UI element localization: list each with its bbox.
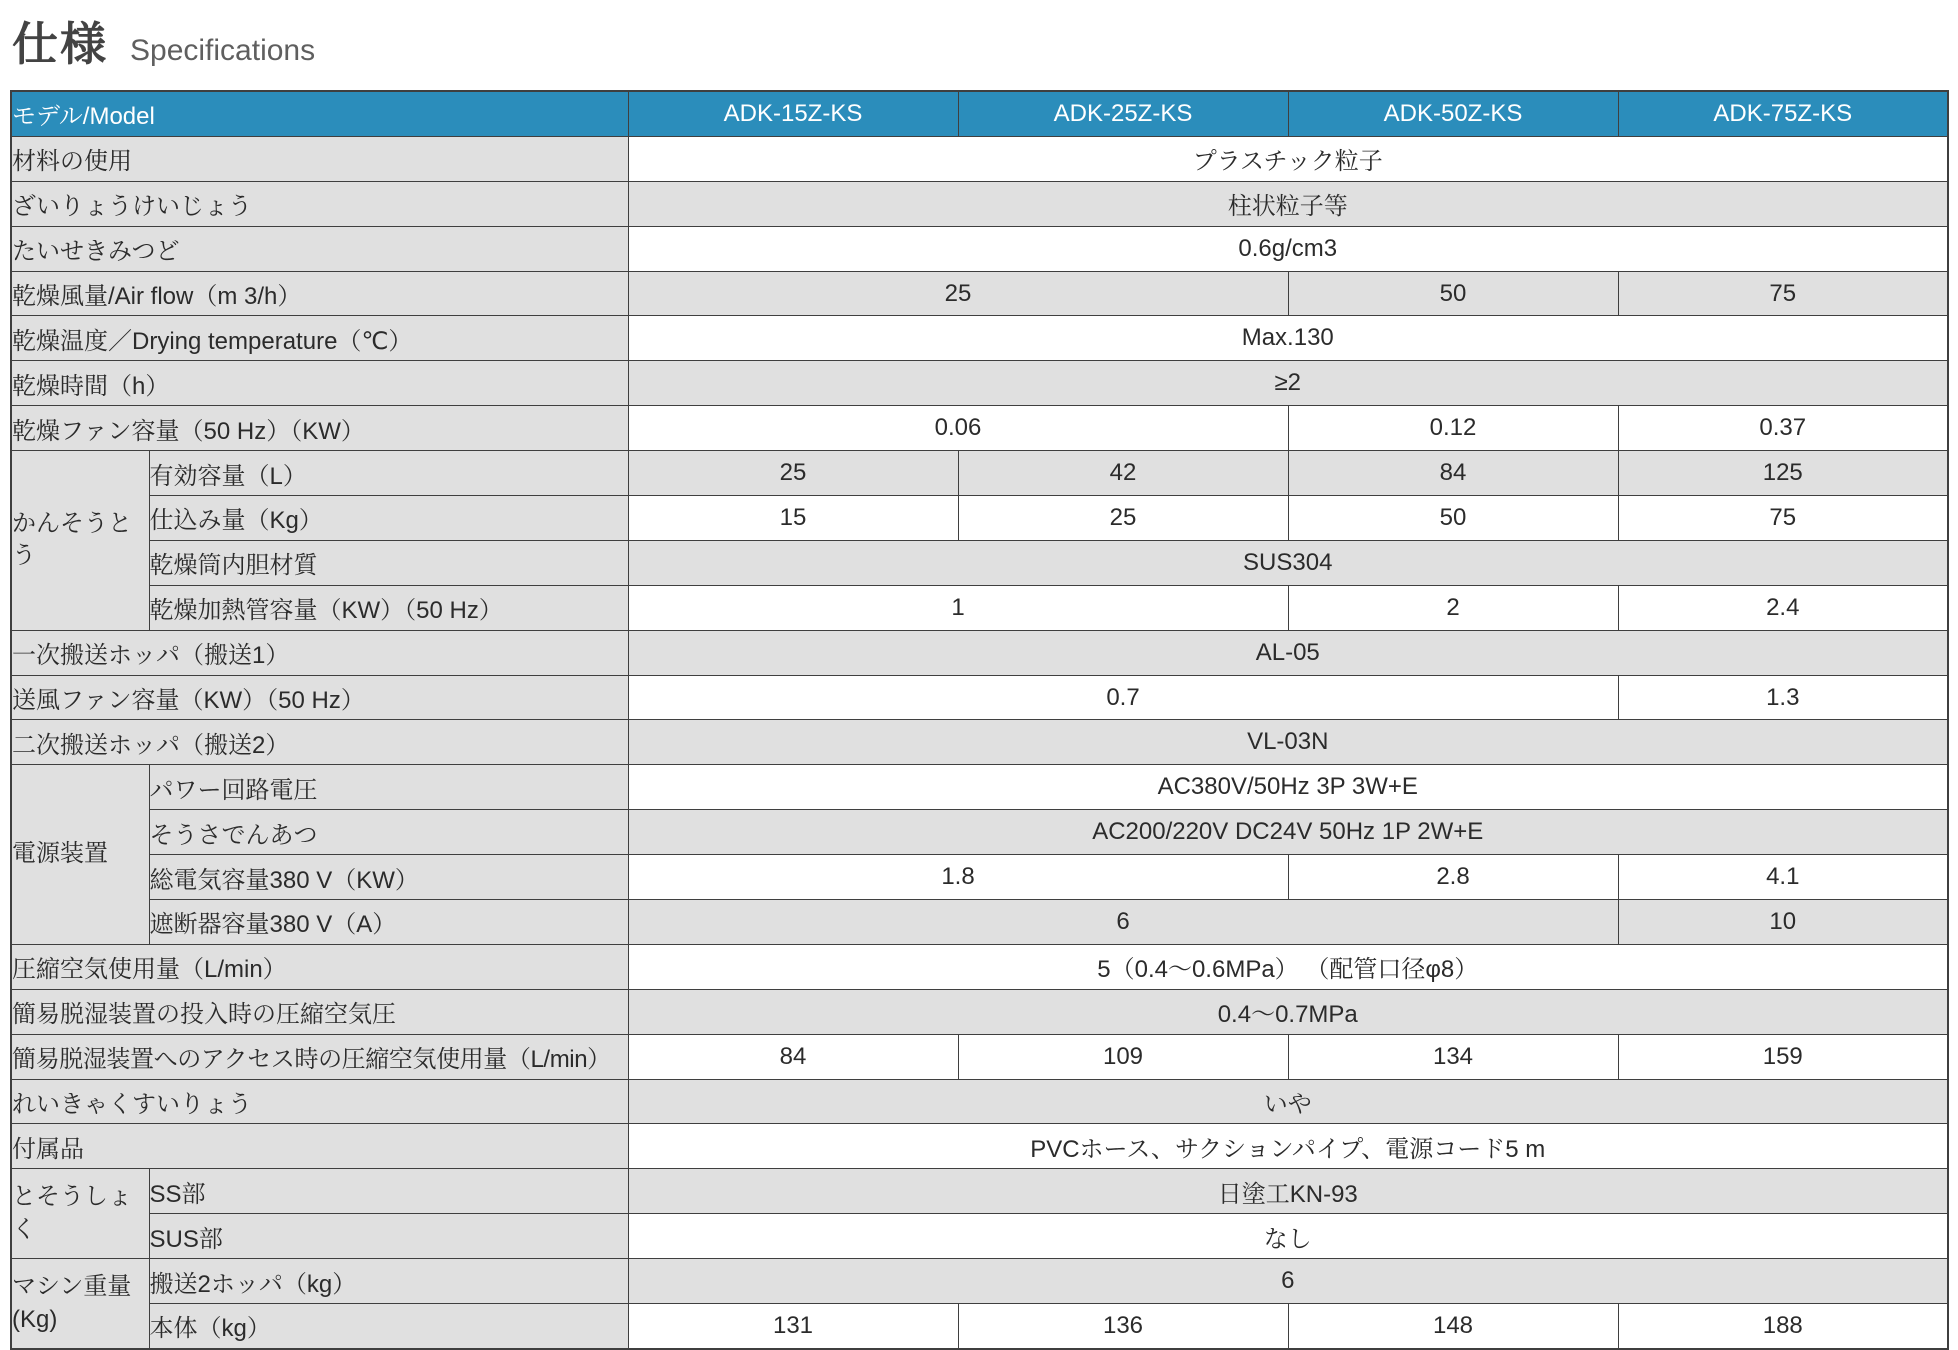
value-cell: 159 (1618, 1034, 1948, 1079)
value-cell: 10 (1618, 900, 1948, 945)
value-cell: 25 (628, 451, 958, 496)
row-label: れいきゃくすいりょう (11, 1079, 628, 1124)
row-label: 簡易脱湿装置の投入時の圧縮空気圧 (11, 989, 628, 1034)
spec-row (11, 720, 1948, 765)
spec-row (11, 855, 1948, 900)
spec-row (11, 136, 1948, 181)
spec-row (11, 316, 1948, 361)
row-label: 本体（kg） (149, 1304, 628, 1349)
spec-row (11, 989, 1948, 1034)
row-label: 乾燥温度／Drying temperature（℃） (11, 316, 628, 361)
value-cell: 1.3 (1618, 675, 1948, 720)
value-cell: AC200/220V DC24V 50Hz 1P 2W+E (628, 810, 1948, 855)
value-cell: 50 (1288, 271, 1618, 316)
row-label: SUS部 (149, 1214, 628, 1259)
spec-row (11, 944, 1948, 989)
spec-row (11, 451, 1948, 496)
page-title-japanese: 仕様 (12, 18, 108, 70)
row-label: 遮断器容量380 V（A） (149, 900, 628, 945)
value-cell: 84 (1288, 451, 1618, 496)
value-cell: 柱状粒子等 (628, 181, 1948, 226)
row-label: 有効容量（L） (149, 451, 628, 496)
value-cell: 2.8 (1288, 855, 1618, 900)
value-cell: いや (628, 1079, 1948, 1124)
row-label: 材料の使用 (11, 136, 628, 181)
header-row (11, 91, 1948, 136)
spec-row (11, 406, 1948, 451)
spec-row (11, 900, 1948, 945)
row-label: 乾燥ファン容量（50 Hz）（KW） (11, 406, 628, 451)
value-cell: VL-03N (628, 720, 1948, 765)
value-cell: 日塗工KN-93 (628, 1169, 1948, 1214)
value-cell: SUS304 (628, 540, 1948, 585)
spec-row (11, 1169, 1948, 1214)
value-cell: 136 (958, 1304, 1288, 1349)
value-cell: 75 (1618, 271, 1948, 316)
spec-row (11, 675, 1948, 720)
spec-row (11, 1304, 1948, 1349)
row-label: 二次搬送ホッパ（搬送2） (11, 720, 628, 765)
group-label: マシン重量 (Kg) (11, 1259, 149, 1349)
model-header-adk-25z-ks: ADK-25Z-KS (958, 91, 1288, 136)
spec-row (11, 1214, 1948, 1259)
value-cell: ≥2 (628, 361, 1948, 406)
spec-row (11, 496, 1948, 541)
row-label: 総電気容量380 V（KW） (149, 855, 628, 900)
value-cell: 0.7 (628, 675, 1618, 720)
row-label: 一次搬送ホッパ（搬送1） (11, 630, 628, 675)
spec-row (11, 540, 1948, 585)
value-cell: 0.06 (628, 406, 1288, 451)
model-header-adk-15z-ks: ADK-15Z-KS (628, 91, 958, 136)
value-cell: 188 (1618, 1304, 1948, 1349)
row-label: 仕込み量（Kg） (149, 496, 628, 541)
value-cell: 4.1 (1618, 855, 1948, 900)
value-cell: AC380V/50Hz 3P 3W+E (628, 765, 1948, 810)
value-cell: Max.130 (628, 316, 1948, 361)
value-cell: 50 (1288, 496, 1618, 541)
value-cell: 2.4 (1618, 585, 1948, 630)
spec-row (11, 361, 1948, 406)
row-label: 乾燥風量/Air flow（m 3/h） (11, 271, 628, 316)
spec-row (11, 810, 1948, 855)
specifications-table (10, 90, 1949, 1350)
page-title (12, 8, 1958, 70)
value-cell: プラスチック粒子 (628, 136, 1948, 181)
value-cell: 0.4～0.7MPa (628, 989, 1948, 1034)
row-label: 簡易脱湿装置へのアクセス時の圧縮空気使用量（L/min） (11, 1034, 628, 1079)
value-cell: 0.12 (1288, 406, 1618, 451)
row-label: 乾燥時間（h） (11, 361, 628, 406)
spec-row (11, 1259, 1948, 1304)
table-header (11, 91, 1948, 136)
model-header-adk-75z-ks: ADK-75Z-KS (1618, 91, 1948, 136)
value-cell: 2 (1288, 585, 1618, 630)
value-cell: 0.37 (1618, 406, 1948, 451)
value-cell: 6 (628, 1259, 1948, 1304)
row-label: ざいりょうけいじょう (11, 181, 628, 226)
value-cell: なし (628, 1214, 1948, 1259)
value-cell: 131 (628, 1304, 958, 1349)
value-cell: PVCホース、サクションパイプ、電源コード5 m (628, 1124, 1948, 1169)
spec-row (11, 271, 1948, 316)
value-cell: 42 (958, 451, 1288, 496)
spec-row (11, 226, 1948, 271)
group-label: かんそうとう (11, 451, 149, 631)
row-label: 圧縮空気使用量（L/min） (11, 944, 628, 989)
row-label: 送風ファン容量（KW）（50 Hz） (11, 675, 628, 720)
row-label: 付属品 (11, 1124, 628, 1169)
model-column-header: モデル/Model (11, 91, 628, 136)
value-cell: 0.6g/cm3 (628, 226, 1948, 271)
value-cell: 1 (628, 585, 1288, 630)
spec-row (11, 1034, 1948, 1079)
row-label: 乾燥加熱管容量（KW）（50 Hz） (149, 585, 628, 630)
value-cell: 84 (628, 1034, 958, 1079)
value-cell: 75 (1618, 496, 1948, 541)
row-label: たいせきみつど (11, 226, 628, 271)
row-label: 乾燥筒内胆材質 (149, 540, 628, 585)
spec-row (11, 765, 1948, 810)
value-cell: 6 (628, 900, 1618, 945)
spec-row (11, 585, 1948, 630)
group-label: 電源装置 (11, 765, 149, 945)
model-header-adk-50z-ks: ADK-50Z-KS (1288, 91, 1618, 136)
value-cell: 25 (958, 496, 1288, 541)
value-cell: 15 (628, 496, 958, 541)
group-label: とそうしょく (11, 1169, 149, 1259)
row-label: 搬送2ホッパ（kg） (149, 1259, 628, 1304)
value-cell: 134 (1288, 1034, 1618, 1079)
row-label: パワー回路電圧 (149, 765, 628, 810)
value-cell: 109 (958, 1034, 1288, 1079)
spec-row (11, 1079, 1948, 1124)
page-title-english: Specifications (130, 34, 316, 67)
value-cell: 5（0.4～0.6MPa） （配管口径φ8） (628, 944, 1948, 989)
row-label: SS部 (149, 1169, 628, 1214)
spec-row (11, 181, 1948, 226)
row-label: そうさでんあつ (149, 810, 628, 855)
spec-row (11, 1124, 1948, 1169)
value-cell: 125 (1618, 451, 1948, 496)
value-cell: 148 (1288, 1304, 1618, 1349)
table-body (11, 136, 1948, 1349)
value-cell: 1.8 (628, 855, 1288, 900)
value-cell: AL-05 (628, 630, 1948, 675)
value-cell: 25 (628, 271, 1288, 316)
spec-row (11, 630, 1948, 675)
